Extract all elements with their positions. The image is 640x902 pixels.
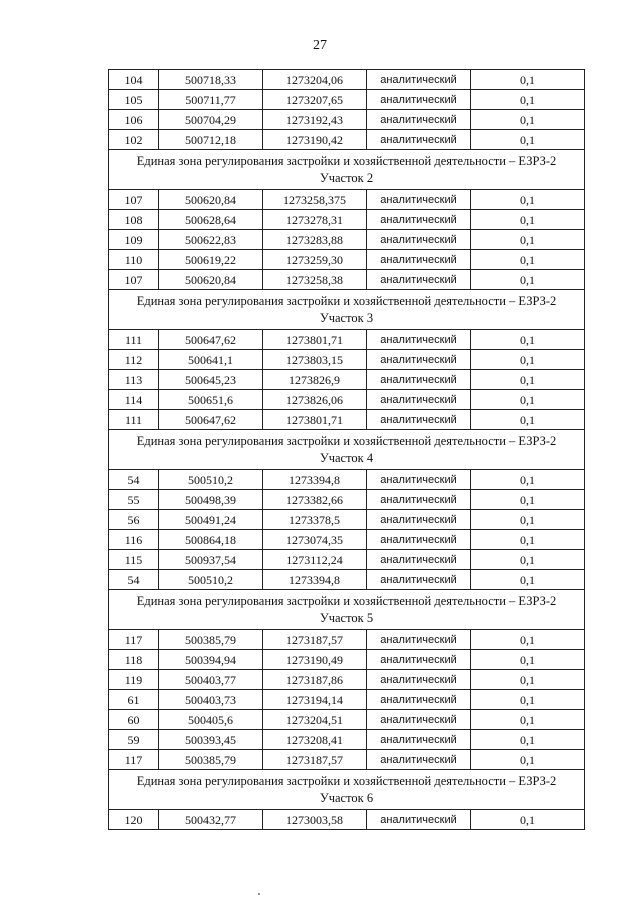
table-row — [109, 530, 585, 550]
point-number-cell: 54 — [109, 470, 159, 490]
method-cell: аналитический — [367, 230, 471, 250]
table-row — [109, 690, 585, 710]
method-cell: аналитический — [367, 690, 471, 710]
y-coordinate-cell: 1273803,15 — [263, 350, 367, 370]
accuracy-cell: 0,1 — [471, 250, 585, 270]
point-number-cell: 104 — [109, 70, 159, 90]
accuracy-cell: 0,1 — [471, 90, 585, 110]
method-cell: аналитический — [367, 670, 471, 690]
table-row — [109, 270, 585, 290]
y-coordinate-cell: 1273801,71 — [263, 330, 367, 350]
method-cell: аналитический — [367, 490, 471, 510]
y-coordinate-cell: 1273208,41 — [263, 730, 367, 750]
method-cell: аналитический — [367, 730, 471, 750]
y-coordinate-cell: 1273258,375 — [263, 190, 367, 210]
point-number-cell: 119 — [109, 670, 159, 690]
table-row — [109, 730, 585, 750]
method-cell: аналитический — [367, 810, 471, 830]
y-coordinate-cell: 1273192,43 — [263, 110, 367, 130]
point-number-cell: 116 — [109, 530, 159, 550]
x-coordinate-cell: 500622,83 — [159, 230, 263, 250]
point-number-cell: 108 — [109, 210, 159, 230]
y-coordinate-cell: 1273204,06 — [263, 70, 367, 90]
accuracy-cell: 0,1 — [471, 230, 585, 250]
y-coordinate-cell: 1273187,57 — [263, 630, 367, 650]
point-number-cell: 59 — [109, 730, 159, 750]
method-cell: аналитический — [367, 90, 471, 110]
point-number-cell: 109 — [109, 230, 159, 250]
y-coordinate-cell: 1273258,38 — [263, 270, 367, 290]
table-row — [109, 510, 585, 530]
point-number-cell: 117 — [109, 630, 159, 650]
method-cell: аналитический — [367, 370, 471, 390]
y-coordinate-cell: 1273190,42 — [263, 130, 367, 150]
method-cell: аналитический — [367, 710, 471, 730]
x-coordinate-cell: 500718,33 — [159, 70, 263, 90]
y-coordinate-cell: 1273826,9 — [263, 370, 367, 390]
point-number-cell: 115 — [109, 550, 159, 570]
point-number-cell: 105 — [109, 90, 159, 110]
accuracy-cell: 0,1 — [471, 510, 585, 530]
x-coordinate-cell: 500619,22 — [159, 250, 263, 270]
table-row — [109, 90, 585, 110]
zone-section: Участок 4 — [319, 450, 374, 465]
accuracy-cell: 0,1 — [471, 410, 585, 430]
y-coordinate-cell: 1273190,49 — [263, 650, 367, 670]
table-row — [109, 130, 585, 150]
zone-title: Единая зона регулирования застройки и хозяйственной деятельности – ЕЗРЗ-2 — [136, 433, 557, 448]
point-number-cell: 107 — [109, 190, 159, 210]
y-coordinate-cell: 1273382,66 — [263, 490, 367, 510]
method-cell: аналитический — [367, 350, 471, 370]
accuracy-cell: 0,1 — [471, 750, 585, 770]
method-cell: аналитический — [367, 550, 471, 570]
point-number-cell: 102 — [109, 130, 159, 150]
table-row — [109, 230, 585, 250]
table-row — [109, 250, 585, 270]
accuracy-cell: 0,1 — [471, 270, 585, 290]
x-coordinate-cell: 500647,62 — [159, 330, 263, 350]
x-coordinate-cell: 500712,18 — [159, 130, 263, 150]
table-row — [109, 750, 585, 770]
accuracy-cell: 0,1 — [471, 390, 585, 410]
method-cell: аналитический — [367, 250, 471, 270]
accuracy-cell: 0,1 — [471, 710, 585, 730]
accuracy-cell: 0,1 — [471, 190, 585, 210]
point-number-cell: 113 — [109, 370, 159, 390]
zone-header-cell — [109, 590, 585, 630]
method-cell: аналитический — [367, 210, 471, 230]
table-row — [109, 710, 585, 730]
y-coordinate-cell: 1273259,30 — [263, 250, 367, 270]
zone-section: Участок 3 — [319, 310, 374, 325]
y-coordinate-cell: 1273074,35 — [263, 530, 367, 550]
table-row — [109, 330, 585, 350]
point-number-cell: 54 — [109, 570, 159, 590]
table-row — [109, 110, 585, 130]
page-number: 27 — [313, 38, 327, 53]
point-number-cell: 120 — [109, 810, 159, 830]
table-row — [109, 670, 585, 690]
y-coordinate-cell: 1273826,06 — [263, 390, 367, 410]
x-coordinate-cell: 500620,84 — [159, 190, 263, 210]
x-coordinate-cell: 500403,73 — [159, 690, 263, 710]
y-coordinate-cell: 1273378,5 — [263, 510, 367, 530]
method-cell: аналитический — [367, 330, 471, 350]
zone-title: Единая зона регулирования застройки и хозяйственной деятельности – ЕЗРЗ-2 — [136, 153, 557, 168]
x-coordinate-cell: 500385,79 — [159, 630, 263, 650]
accuracy-cell: 0,1 — [471, 110, 585, 130]
method-cell: аналитический — [367, 410, 471, 430]
x-coordinate-cell: 500393,45 — [159, 730, 263, 750]
x-coordinate-cell: 500403,77 — [159, 670, 263, 690]
y-coordinate-cell: 1273394,8 — [263, 470, 367, 490]
x-coordinate-cell: 500647,62 — [159, 410, 263, 430]
point-number-cell: 55 — [109, 490, 159, 510]
y-coordinate-cell: 1273194,14 — [263, 690, 367, 710]
method-cell: аналитический — [367, 270, 471, 290]
accuracy-cell: 0,1 — [471, 810, 585, 830]
x-coordinate-cell: 500491,24 — [159, 510, 263, 530]
zone-section: Участок 2 — [319, 170, 374, 185]
table-row — [109, 190, 585, 210]
method-cell: аналитический — [367, 130, 471, 150]
x-coordinate-cell: 500394,94 — [159, 650, 263, 670]
table-row — [109, 630, 585, 650]
zone-header-cell — [109, 290, 585, 330]
zone-header-row — [109, 290, 585, 330]
point-number-cell: 110 — [109, 250, 159, 270]
zone-header-row — [109, 430, 585, 470]
method-cell: аналитический — [367, 570, 471, 590]
x-coordinate-cell: 500510,2 — [159, 570, 263, 590]
zone-header-cell — [109, 770, 585, 810]
y-coordinate-cell: 1273801,71 — [263, 410, 367, 430]
x-coordinate-cell: 500864,18 — [159, 530, 263, 550]
x-coordinate-cell: 500645,23 — [159, 370, 263, 390]
method-cell: аналитический — [367, 750, 471, 770]
accuracy-cell: 0,1 — [471, 530, 585, 550]
method-cell: аналитический — [367, 630, 471, 650]
accuracy-cell: 0,1 — [471, 630, 585, 650]
accuracy-cell: 0,1 — [471, 730, 585, 750]
zone-header-row — [109, 590, 585, 630]
x-coordinate-cell: 500628,64 — [159, 210, 263, 230]
y-coordinate-cell: 1273112,24 — [263, 550, 367, 570]
accuracy-cell: 0,1 — [471, 210, 585, 230]
x-coordinate-cell: 500641,1 — [159, 350, 263, 370]
table-row — [109, 650, 585, 670]
y-coordinate-cell: 1273207,65 — [263, 90, 367, 110]
accuracy-cell: 0,1 — [471, 570, 585, 590]
zone-header-row — [109, 150, 585, 190]
zone-title: Единая зона регулирования застройки и хозяйственной деятельности – ЕЗРЗ-2 — [136, 593, 557, 608]
method-cell: аналитический — [367, 110, 471, 130]
accuracy-cell: 0,1 — [471, 470, 585, 490]
accuracy-cell: 0,1 — [471, 370, 585, 390]
table-row — [109, 390, 585, 410]
method-cell: аналитический — [367, 510, 471, 530]
method-cell: аналитический — [367, 70, 471, 90]
table-row — [109, 350, 585, 370]
table-row — [109, 570, 585, 590]
method-cell: аналитический — [367, 530, 471, 550]
x-coordinate-cell: 500432,77 — [159, 810, 263, 830]
accuracy-cell: 0,1 — [471, 350, 585, 370]
point-number-cell: 117 — [109, 750, 159, 770]
y-coordinate-cell: 1273003,58 — [263, 810, 367, 830]
method-cell: аналитический — [367, 650, 471, 670]
accuracy-cell: 0,1 — [471, 690, 585, 710]
x-coordinate-cell: 500704,29 — [159, 110, 263, 130]
point-number-cell: 107 — [109, 270, 159, 290]
x-coordinate-cell: 500651,6 — [159, 390, 263, 410]
zone-title: Единая зона регулирования застройки и хозяйственной деятельности – ЕЗРЗ-2 — [136, 293, 557, 308]
accuracy-cell: 0,1 — [471, 330, 585, 350]
zone-header-cell — [109, 150, 585, 190]
point-number-cell: 111 — [109, 410, 159, 430]
accuracy-cell: 0,1 — [471, 70, 585, 90]
zone-header-row — [109, 770, 585, 810]
accuracy-cell: 0,1 — [471, 550, 585, 570]
point-number-cell: 111 — [109, 330, 159, 350]
x-coordinate-cell: 500498,39 — [159, 490, 263, 510]
point-number-cell: 106 — [109, 110, 159, 130]
zone-section: Участок 6 — [319, 790, 374, 805]
table-row — [109, 210, 585, 230]
method-cell: аналитический — [367, 190, 471, 210]
x-coordinate-cell: 500620,84 — [159, 270, 263, 290]
y-coordinate-cell: 1273278,31 — [263, 210, 367, 230]
zone-header-cell — [109, 430, 585, 470]
point-number-cell: 56 — [109, 510, 159, 530]
table-row — [109, 490, 585, 510]
accuracy-cell: 0,1 — [471, 490, 585, 510]
point-number-cell: 118 — [109, 650, 159, 670]
y-coordinate-cell: 1273187,57 — [263, 750, 367, 770]
table-row — [109, 370, 585, 390]
x-coordinate-cell: 500937,54 — [159, 550, 263, 570]
zone-section: Участок 5 — [319, 610, 374, 625]
zone-title: Единая зона регулирования застройки и хозяйственной деятельности – ЕЗРЗ-2 — [136, 773, 557, 788]
y-coordinate-cell: 1273187,86 — [263, 670, 367, 690]
scan-speck — [258, 893, 260, 895]
accuracy-cell: 0,1 — [471, 650, 585, 670]
x-coordinate-cell: 500510,2 — [159, 470, 263, 490]
table-row — [109, 550, 585, 570]
coordinates-table — [108, 69, 585, 830]
accuracy-cell: 0,1 — [471, 130, 585, 150]
accuracy-cell: 0,1 — [471, 670, 585, 690]
table-row — [109, 810, 585, 830]
point-number-cell: 60 — [109, 710, 159, 730]
method-cell: аналитический — [367, 470, 471, 490]
method-cell: аналитический — [367, 390, 471, 410]
x-coordinate-cell: 500711,77 — [159, 90, 263, 110]
table-row — [109, 410, 585, 430]
y-coordinate-cell: 1273283,88 — [263, 230, 367, 250]
table-row — [109, 70, 585, 90]
coordinates-table-body — [109, 70, 585, 830]
point-number-cell: 112 — [109, 350, 159, 370]
point-number-cell: 61 — [109, 690, 159, 710]
y-coordinate-cell: 1273394,8 — [263, 570, 367, 590]
x-coordinate-cell: 500405,6 — [159, 710, 263, 730]
table-row — [109, 470, 585, 490]
point-number-cell: 114 — [109, 390, 159, 410]
x-coordinate-cell: 500385,79 — [159, 750, 263, 770]
y-coordinate-cell: 1273204,51 — [263, 710, 367, 730]
